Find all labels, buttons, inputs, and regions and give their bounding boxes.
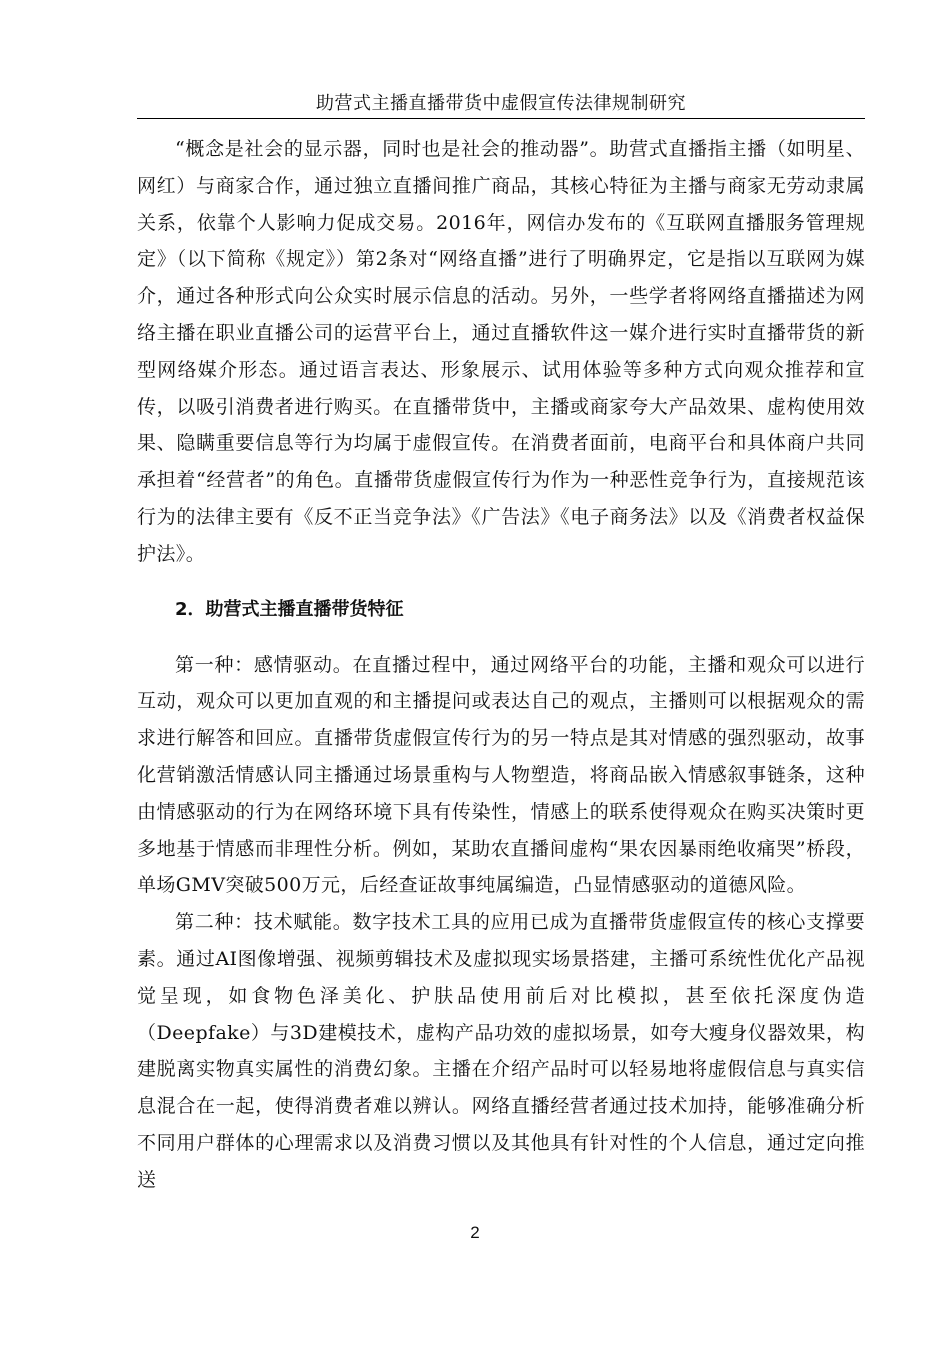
header-rule — [137, 118, 865, 119]
running-header-title: 助营式主播直播带货中虚假宣传法律规制研究 — [316, 93, 686, 114]
page-number: 2 — [470, 1223, 480, 1242]
paragraph-tech-empowered: 第二种：技术赋能。数字技术工具的应用已成为直播带货虚假宣传的核心支撑要素。通过AI图像增强、视频剪辑技术及虚拟现实场景搭建，主播可系统性优化产品视觉呈现，如食物色泽美化、护肤品使用前后对比模拟，甚至依托深度伪造（Deepfake）与3D建模技术，虚构产品功效的虚拟场景，如夸大瘦身仪器效果，构建脱离实物真实属性的消费幻象。主播在介绍产品时可以轻易地将虚假信息与真实信息混合在一起，使得消费者难以辨认。网络直播经营者通过技术加持，能够准确分析不同用户群体的心理需求以及消费习惯以及其他具有针对性的个人信息，通过定向推送 — [137, 911, 865, 1191]
section-heading: 2．助营式主播直播带货特征 — [175, 598, 404, 620]
paragraph-emotion-driven: 第一种：感情驱动。在直播过程中，通过网络平台的功能，主播和观众可以进行互动，观众可以更加直观的和主播提问或表达自己的观点，主播则可以根据观众的需求进行解答和回应。直播带货虚假宣传行为的另一特点是其对情感的强烈驱动，故事化营销激活情感认同主播通过场景重构与人物塑造，将商品嵌入情感叙事链条，这种由情感驱动的行为在网络环境下具有传染性，情感上的联系使得观众在购买决策时更多地基于情感而非理性分析。例如，某助农直播间虚构“果农因暴雨绝收痛哭”桥段，单场GMV突破500万元，后经查证故事纯属编造，凸显情感驱动的道德风险。 — [137, 653, 865, 897]
spacer — [137, 573, 865, 592]
intro-paragraph: “概念是社会的显示器，同时也是社会的推动器”。助营式直播指主播（如明星、网红）与商家合作，通过独立直播间推广商品，其核心特征为主播与商家无劳动隶属关系，依靠个人影响力促成交易。2016年，网信办发布的《互联网直播服务管理规定》（以下简称《规定》）第2条对“网络直播”进行了明确界定，它是指以互联网为媒介，通过各种形式向公众实时展示信息的活动。另外，一些学者将网络直播描述为网络主播在职业直播公司的运营平台上，通过直播软件这一媒介进行实时直播带货的新型网络媒介形态。通过语言表达、形象展示、试用体验等多种方式向观众推荐和宣传，以吸引消费者进行购买。在直播带货中，主播或商家夸大产品效果、虚构使用效果、隐瞒重要信息等行为均属于虚假宣传。在消费者面前，电商平台和具体商户共同承担着“经营者”的角色。直播带货虚假宣传行为作为一种恶性竞争行为，直接规范该行为的法律主要有《反不正当竞争法》《广告法》《电子商务法》以及《消费者权益保护法》。 — [137, 138, 865, 565]
page-body — [137, 131, 865, 1199]
spacer — [137, 628, 865, 647]
